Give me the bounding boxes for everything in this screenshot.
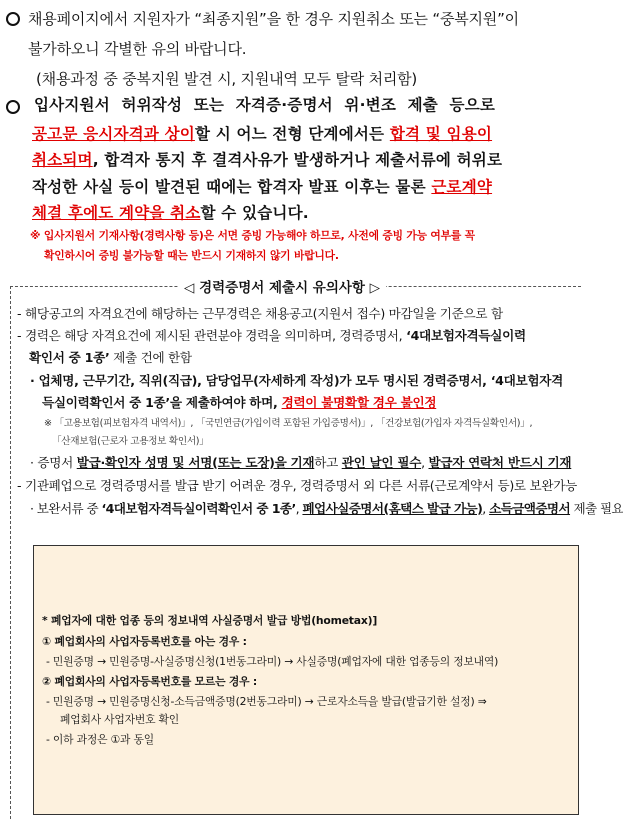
rule-emphasis: ‘4대보험자격득실이력확인서 중 1종’ xyxy=(101,501,296,516)
box-case-1: ① 폐업회사의 사업자등록번호를 아는 경우 : xyxy=(42,635,247,648)
red-note-line-1: ※ 입사지원서 기재사항(경력사항 등)은 서면 증빙 가능해야 하므로, 사전에 증빙 가능 여부를 꼭 xyxy=(30,229,475,242)
box-case-2-detail-1: - 민원증명 → 민원증명신청-소득금액증명(2번동그라미) → 근로자소득을 발급(발급기한 설정) ⇒ xyxy=(46,695,487,708)
rule-text: , xyxy=(482,501,490,516)
career-sub-3 xyxy=(30,498,623,517)
notice-line-3: (채용과정 중 중복지원 발견 시, 지원내역 모두 탈락 처리함) xyxy=(36,70,418,88)
insurance-note-1: ※ 「고용보험(피보험자격 내역서)」, 「국민연금(가입이력 포함된 가입증명서)」, 「건강보험(가입자 자격득실확인서)」, xyxy=(44,418,533,429)
warning-line-2 xyxy=(32,122,492,144)
career-sub-1-cont xyxy=(42,392,436,411)
warning-highlight: 체결 후에도 계약을 취소 xyxy=(32,204,201,222)
rule-emphasis: 발급·확인자 성명 및 서명(또는 도장)을 기재 xyxy=(76,455,315,470)
rule-text: 제출 필요 xyxy=(570,501,623,516)
box-title: * 폐업자에 대한 업종 등의 정보내역 사실증명서 발급 방법(hometax)] xyxy=(42,614,378,627)
rule-emphasis: 소득금액증명서 xyxy=(489,501,571,516)
warning-line-5 xyxy=(32,201,309,223)
bullet-circle-icon xyxy=(6,100,20,114)
career-rule-2 xyxy=(17,325,526,344)
insurance-note-2: 「산재보험(근로자 고용정보 확인서)」 xyxy=(52,436,209,447)
warning-text: 입사지원서 허위작성 또는 자격증·증명서 위·변조 제출 등으로 xyxy=(34,96,496,114)
box-case-2: ② 폐업회사의 사업자등록번호를 모르는 경우 : xyxy=(42,675,257,688)
warning-highlight: 합격 및 임용이 xyxy=(389,125,493,143)
red-note-line-2: 확인하시어 증빙 불가능할 때는 반드시 기재하지 않기 바랍니다. xyxy=(44,249,339,262)
career-rule-3: - 기관폐업으로 경력증명서를 발급 받기 어려운 경우, 경력증명서 외 다른 서류(근로계약서 등)로 보완가능 xyxy=(17,478,577,493)
warning-text: 할 수 있습니다. xyxy=(200,204,309,222)
rule-emphasis: 폐업사실증명서(홈택스 발급 가능) xyxy=(302,501,483,516)
career-sub-1: · 업체명, 근무기간, 직위(직급), 담당업무(자세하게 작성)가 모두 명시된 경력증명서, ‘4대보험자격 xyxy=(30,373,563,388)
rule-text: 하고 xyxy=(314,455,342,470)
box-case-2-detail-3: - 이하 과정은 ①과 동일 xyxy=(46,733,154,746)
rule-text: · 증명서 xyxy=(30,455,77,470)
warning-text: 작성한 사실 등이 발견된 때에는 합격자 발표 이후는 물론 xyxy=(32,178,432,196)
rule-emphasis: ‘4대보험자격득실이력 xyxy=(406,328,526,343)
rule-text: - 경력은 해당 자격요건에 제시된 관련분야 경력을 의미하며, 경력증명서, xyxy=(17,328,407,343)
warning-text: 할 시 어느 전형 단계에서든 xyxy=(194,125,390,143)
notice-line-2: 불가하오니 각별한 유의 바랍니다. xyxy=(28,40,247,58)
rule-emphasis: 관인 날인 필수 xyxy=(341,455,422,470)
career-rule-1: - 해당공고의 자격요건에 해당하는 근무경력은 채용공고(지원서 접수) 마감일을 기준으로 함 xyxy=(17,306,503,321)
warning-line-1 xyxy=(34,93,495,115)
warning-highlight: 근로계약 xyxy=(431,178,493,196)
rule-emphasis: 확인서 중 1종’ xyxy=(29,350,110,365)
warning-text: , 합격자 통지 후 결격사유가 발생하거나 제출서류에 허위로 xyxy=(92,151,503,169)
section-title: ◁ 경력증명서 제출시 유의사항 ▷ xyxy=(178,276,386,296)
closure-certificate-box xyxy=(33,545,579,815)
rule-emphasis: 발급자 연락처 반드시 기재 xyxy=(428,455,572,470)
warning-line-3 xyxy=(32,148,502,170)
box-case-2-detail-2: 폐업회사 사업자번호 확인 xyxy=(60,713,179,726)
rule-text: 제출 건에 한함 xyxy=(109,350,192,365)
warning-line-4 xyxy=(32,175,492,197)
warning-highlight: 공고문 응시자격과 상이 xyxy=(32,125,195,143)
bullet-circle-icon xyxy=(6,12,20,26)
warning-highlight: 취소되며 xyxy=(32,151,93,169)
box-case-1-detail: - 민원증명 → 민원증명-사실증명신청(1번동그라미) → 사실증명(폐업자에 대한 업종등의 정보내역) xyxy=(46,655,499,668)
rule-text: , xyxy=(421,455,429,470)
career-rule-2-cont xyxy=(29,347,192,366)
rule-text: , xyxy=(295,501,303,516)
notice-line-1: 채용페이지에서 지원자가 “최종지원”을 한 경우 지원취소 또는 “중복지원”이 xyxy=(28,10,519,28)
career-sub-2 xyxy=(30,452,571,471)
rule-warning: 경력이 불명확할 경우 불인정 xyxy=(281,395,437,410)
rule-emphasis: 득실이력확인서 중 1종’을 제출하여야 하며, xyxy=(42,395,282,410)
rule-text: · 보완서류 중 xyxy=(30,501,102,516)
